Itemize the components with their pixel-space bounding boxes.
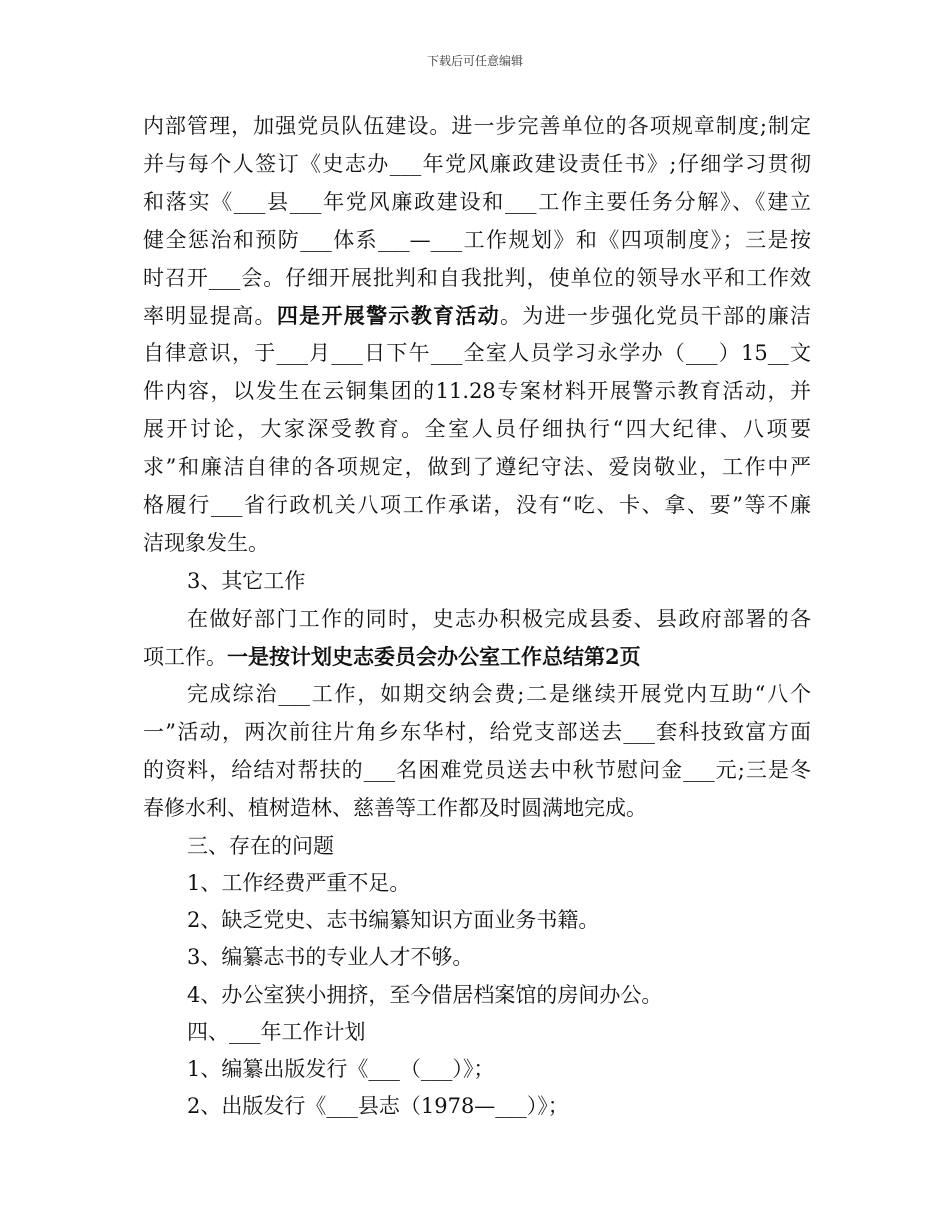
text-line: 自律意识，于___月___日下午___全室人员学习永学办（___）15__文 [143,341,811,366]
text-line [143,297,811,335]
bold-heading-inline: 一是按计划史志委员会办公室工作总结第2页 [227,644,641,670]
section-heading: 3、其它工作 [187,568,306,593]
text-line: 格履行___省行政机关八项工作承诺，没有“吃、卡、拿、要”等不廉 [143,492,811,517]
section-heading: 四、___年工作计划 [187,1019,366,1044]
text-segment: 。为进一步强化党员干部的廉洁 [499,304,811,329]
text-line: 洁现象发生。 [143,530,269,555]
text-line: 健全惩治和预防___体系___—___工作规划》和《四项制度》；三是按 [143,227,811,252]
text-line: 和落实《___县___年党风廉政建设和___工作主要任务分解》、《建立 [143,189,811,214]
text-line: 内部管理，加强党员队伍建设。进一步完善单位的各项规章制度;制定 [143,114,811,138]
text-line [143,638,811,676]
list-item: 2、缺乏党史、志书编纂知识方面业务书籍。 [187,908,600,933]
text-line: 时召开___会。仔细开展批判和自我批判，使单位的领导水平和工作效 [143,265,811,290]
text-line: 的资料，给结对帮扶的___名困难党员送去中秋节慰问金___元;三是冬 [143,758,811,783]
list-item: 2、出版发行《___县志（1978—___）》； [187,1094,569,1119]
text-segment: 项工作。 [143,645,227,670]
text-line: 春修水利、植树造林、慈善等工作都及时圆满地完成。 [143,796,647,821]
text-line: 求”和廉洁自律的各项规定，做到了遵纪守法、爱岗敬业，工作中严 [143,455,811,480]
text-line: 完成综治___工作，如期交纳会费;二是继续开展党内互助“八个 [187,682,811,707]
bold-heading-inline: 四是开展警示教育活动 [276,303,500,329]
list-item: 4、办公室狭小拥挤，至今借居档案馆的房间办公。 [187,982,663,1007]
document-body [143,108,811,1125]
text-line: 并与每个人签订《史志办___年党风廉政建设责任书》;仔细学习贯彻 [143,151,811,176]
text-segment: 率明显提高。 [143,304,277,329]
section-heading: 三、存在的问题 [187,833,334,858]
text-line: 展开讨论，大家深受教育。全室人员仔细执行“四大纪律、八项要 [143,417,811,442]
list-item: 1、工作经费严重不足。 [187,871,411,896]
list-item: 1、编纂出版发行《___（___）》； [187,1057,495,1082]
text-line: 在做好部门工作的同时，史志办积极完成县委、县政府部署的各 [187,606,811,631]
page-header: 下载后可任意编辑 [426,54,523,68]
text-line: 件内容，以发生在云铜集团的11.28专案材料开展警示教育活动，并 [143,379,811,404]
text-line: 一”活动，两次前往片角乡东华村，给党支部送去___套科技致富方面 [143,720,811,745]
list-item: 3、编纂志书的专业人才不够。 [187,945,474,970]
